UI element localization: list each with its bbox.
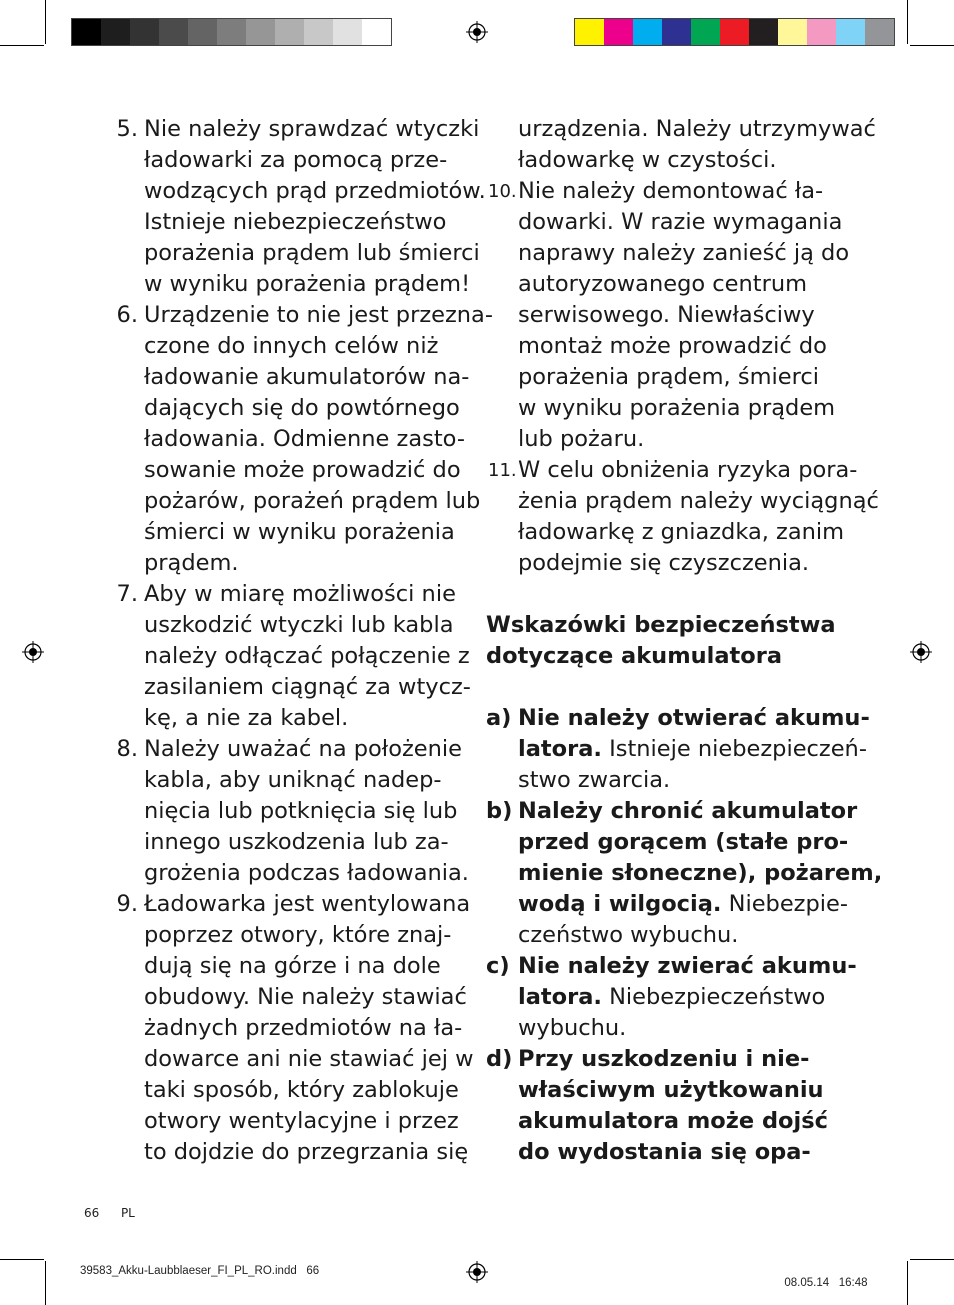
emphasis-text: przed gorącem (stałe pro-	[518, 829, 849, 855]
list-item	[486, 796, 883, 951]
emphasis-text: latora.	[518, 984, 602, 1010]
list-item	[108, 114, 486, 300]
list-item-text: obudowy. Nie należy stawiać	[144, 984, 467, 1010]
section-heading	[486, 610, 846, 672]
color-swatch	[778, 19, 807, 45]
continuation-text	[486, 114, 876, 176]
color-swatch	[633, 19, 662, 45]
list-item	[486, 176, 850, 455]
gray-swatch	[159, 19, 188, 45]
list-item-number: 7.	[116, 581, 138, 607]
list-item-text: nięcia lub potknięcia się lub	[144, 798, 458, 824]
list-item-text: serwisowego. Niewłaściwy	[518, 302, 815, 328]
plain-text: stwo zwarcia.	[518, 767, 671, 793]
list-item-text: ładowanie akumulatorów na-	[144, 364, 470, 390]
list-item-text: żadnych przedmiotów na ła-	[144, 1015, 463, 1041]
list-item-text: dowarki. W razie wymagania	[518, 209, 843, 235]
list-item-text: dowarce ani nie stawiać jej w	[144, 1046, 474, 1072]
list-item	[108, 889, 474, 1168]
list-item-text	[518, 858, 883, 889]
list-item-text	[518, 1137, 846, 1168]
list-item-text	[518, 1075, 846, 1106]
plain-text: czeństwo wybuchu.	[518, 922, 739, 948]
list-item-text: dują się na górze i na dole	[144, 953, 441, 979]
list-item-number: 9.	[116, 891, 138, 917]
language-code: PL	[120, 1206, 135, 1220]
emphasis-text: Należy chronić akumulator	[518, 798, 858, 824]
registration-mark-icon	[910, 641, 932, 663]
heading-line: dotyczące akumulatora	[486, 643, 783, 669]
emphasis-text: do wydostania się opa-	[518, 1139, 811, 1165]
gray-swatch	[275, 19, 304, 45]
list-item-text: śmierci w wyniku porażenia	[144, 519, 455, 545]
list-item-number: 11.	[488, 460, 517, 481]
list-item	[486, 1044, 846, 1168]
emphasis-text: Nie należy zwierać akumu-	[518, 953, 857, 979]
list-item-text: naprawy należy zanieść ją do	[518, 240, 850, 266]
list-item-text: to dojdzie do przegrzania się	[144, 1139, 469, 1165]
list-item-text: należy odłączać połączenie z	[144, 643, 470, 669]
list-item-text: uszkodzić wtyczki lub kabla	[144, 612, 454, 638]
list-item-text: w wyniku porażenia prądem	[518, 395, 836, 421]
registration-mark-icon	[466, 1261, 488, 1283]
list-item-text: pożarów, porażeń prądem lub	[144, 488, 481, 514]
list-item-text: czone do innych celów niż	[144, 333, 439, 359]
list-item-text: sowanie może prowadzić do	[144, 457, 461, 483]
list-item-number: d)	[486, 1046, 513, 1072]
emphasis-text: Nie należy otwierać akumu-	[518, 705, 870, 731]
color-swatch	[720, 19, 749, 45]
list-item-text: Należy uważać na położenie	[144, 736, 462, 762]
list-item-text: wodzących prąd przedmiotów.	[144, 178, 486, 204]
gray-swatch	[246, 19, 275, 45]
process-color-bar	[574, 18, 895, 46]
gray-swatch	[130, 19, 159, 45]
color-swatch	[691, 19, 720, 45]
color-swatch	[865, 19, 894, 45]
emphasis-text: Przy uszkodzeniu i nie-	[518, 1046, 810, 1072]
paragraph-line: urządzenia. Należy utrzymywać	[518, 116, 876, 142]
list-item-text	[518, 827, 849, 858]
grayscale-color-bar	[71, 18, 392, 46]
color-swatch	[662, 19, 691, 45]
list-item-text: montaż może prowadzić do	[518, 333, 827, 359]
color-swatch	[749, 19, 778, 45]
registration-mark-icon	[466, 21, 488, 43]
list-item-text: Istnieje niebezpieczeństwo	[144, 209, 447, 235]
left-column	[108, 114, 493, 1168]
list-item-text: taki sposób, który zablokuje	[144, 1077, 459, 1103]
list-item-text	[518, 951, 857, 982]
page-number: 66	[84, 1206, 100, 1220]
list-item-text	[518, 796, 858, 827]
list-item-text: żenia prądem należy wyciągnąć	[518, 488, 879, 514]
list-item-text: dających się do powtórnego	[144, 395, 460, 421]
list-item-text: prądem.	[144, 550, 239, 576]
list-item-number: a)	[486, 705, 512, 731]
list-item	[108, 300, 493, 579]
gray-swatch	[101, 19, 130, 45]
list-item-text: Urządzenie to nie jest przezna-	[144, 302, 493, 328]
registration-mark-icon	[22, 641, 44, 663]
list-item	[108, 579, 471, 734]
color-swatch	[836, 19, 865, 45]
emphasis-text: akumulatora może dojść	[518, 1108, 828, 1134]
paragraph-line: ładowarkę w czystości.	[518, 147, 777, 173]
list-item-text: kabla, aby uniknąć nadep-	[144, 767, 442, 793]
list-item-text: otwory wentylacyjne i przez	[144, 1108, 459, 1134]
heading-line: Wskazówki bezpieczeństwa	[486, 612, 836, 638]
emphasis-text: latora.	[518, 736, 602, 762]
list-item-text: grożenia podczas ładowania.	[144, 860, 469, 886]
list-item-text	[518, 703, 870, 734]
list-item-number: 8.	[116, 736, 138, 762]
list-item-text: Ładowarka jest wentylowana	[144, 891, 471, 917]
color-swatch	[807, 19, 836, 45]
list-item-text	[518, 734, 867, 765]
list-item-number: 10.	[488, 181, 517, 202]
list-item-text	[518, 1013, 846, 1044]
list-item-text	[518, 765, 846, 796]
list-item-text: porażenia prądem, śmierci	[518, 364, 819, 390]
slug-time: 16:48	[838, 1277, 868, 1289]
color-swatch	[575, 19, 604, 45]
color-swatch	[604, 19, 633, 45]
slug-date: 08.05.14	[784, 1277, 830, 1289]
list-item-text: w wyniku porażenia prądem!	[144, 271, 471, 297]
list-item-text: kę, a nie za kabel.	[144, 705, 349, 731]
slug-datetime	[778, 1265, 868, 1289]
list-item-number: c)	[486, 953, 510, 979]
list-item-text: W celu obniżenia ryzyka pora-	[518, 457, 858, 483]
list-item	[486, 703, 870, 796]
emphasis-text: wodą i wilgocią.	[518, 891, 722, 917]
gray-swatch	[188, 19, 217, 45]
right-column	[486, 114, 883, 1168]
list-item-text: ładowarki za pomocą prze-	[144, 147, 448, 173]
list-item-text: autoryzowanego centrum	[518, 271, 807, 297]
emphasis-text: właściwym użytkowaniu	[518, 1077, 824, 1103]
list-item-text: innego uszkodzenia lub za-	[144, 829, 449, 855]
list-item-number: 5.	[116, 116, 138, 142]
emphasis-text: mienie słoneczne), pożarem,	[518, 860, 883, 886]
list-item-text: lub pożaru.	[518, 426, 645, 452]
list-item-text: zasilaniem ciągnąć za wtycz-	[144, 674, 471, 700]
gray-swatch	[72, 19, 101, 45]
slug-filename: 39583_Akku-Laubblaeser_FI_PL_RO.indd 66	[80, 1265, 320, 1277]
list-item	[486, 455, 879, 579]
list-item-text: porażenia prądem lub śmierci	[144, 240, 480, 266]
list-item-text	[518, 889, 846, 920]
plain-text: wybuchu.	[518, 1015, 627, 1041]
list-item-text: podejmie się czyszczenia.	[518, 550, 810, 576]
gray-swatch	[362, 19, 391, 45]
plain-text: Istnieje niebezpieczeń-	[601, 736, 867, 762]
gray-swatch	[217, 19, 246, 45]
list-item-number: 6.	[116, 302, 138, 328]
page-footer	[84, 1206, 135, 1220]
gray-swatch	[304, 19, 333, 45]
list-item-text	[518, 1106, 846, 1137]
list-item-text: ładowarkę z gniazdka, zanim	[518, 519, 845, 545]
list-item-text: Nie należy sprawdzać wtyczki	[144, 116, 480, 142]
lettered-list	[486, 703, 883, 1168]
list-item-text: ładowania. Odmienne zasto-	[144, 426, 465, 452]
list-item-text: Nie należy demontować ła-	[518, 178, 824, 204]
list-item	[486, 951, 857, 1044]
list-item-number: b)	[486, 798, 513, 824]
list-item-text: poprzez otwory, które znaj-	[144, 922, 452, 948]
list-item-text	[518, 920, 846, 951]
list-item	[108, 734, 468, 889]
list-item-text	[518, 982, 846, 1013]
list-item-text: Aby w miarę możliwości nie	[144, 581, 456, 607]
plain-text: Niebezpie-	[721, 891, 848, 917]
plain-text: Niebezpieczeństwo	[601, 984, 826, 1010]
list-item-text	[518, 1044, 846, 1075]
gray-swatch	[333, 19, 362, 45]
numbered-list	[486, 176, 879, 579]
